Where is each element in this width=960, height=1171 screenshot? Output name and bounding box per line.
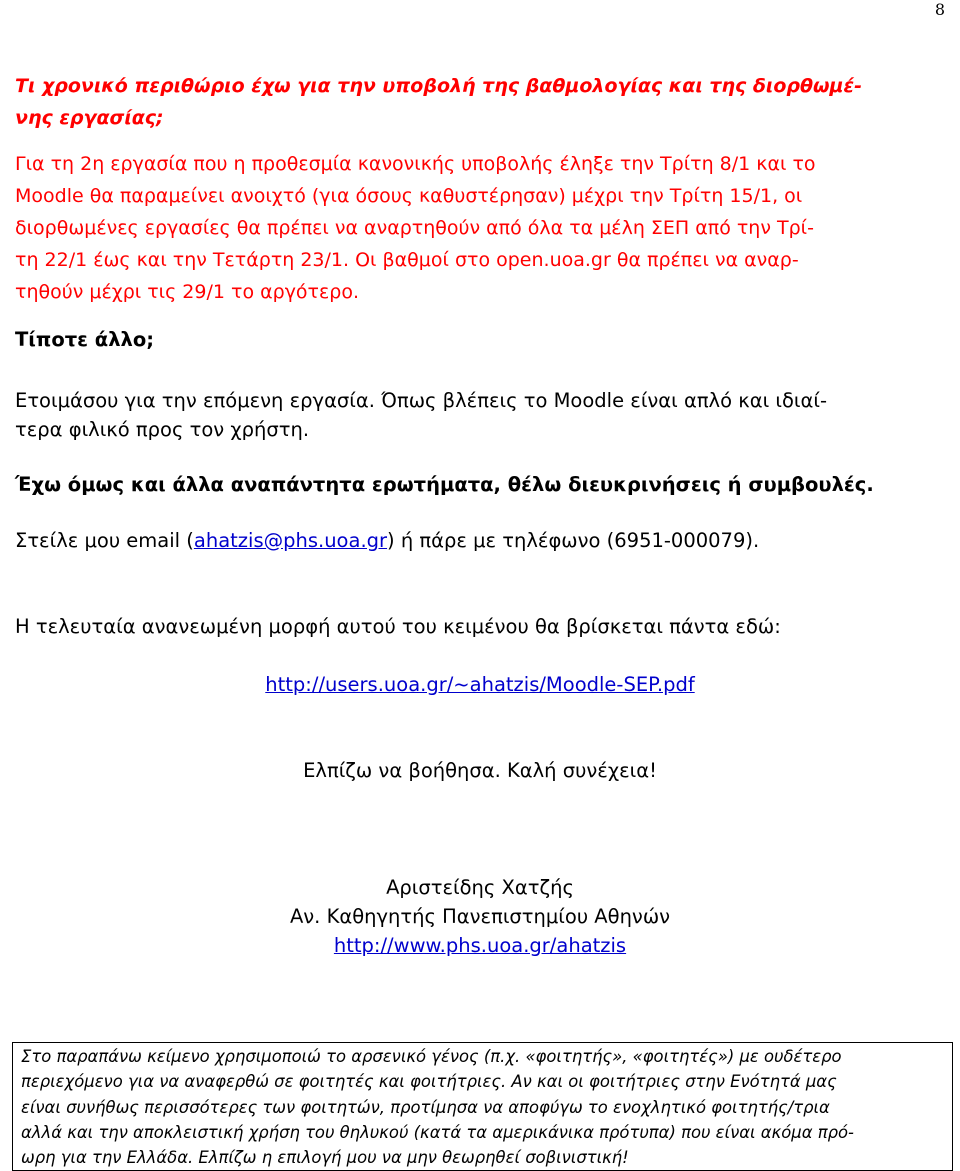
faq-answer-line: τη 22/1 έως και την Τετάρτη 23/1. Οι βαθμοί στο open.uoa.gr θα πρέπει να αναρ-	[15, 249, 799, 271]
prepare-line: Ετοιμάσου για την επόμενη εργασία. Όπως βλέπεις το Moodle είναι απλό και ιδιαί-	[15, 389, 827, 412]
email-link[interactable]: ahatzis@phs.uoa.gr	[193, 529, 388, 552]
gender-note-box	[12, 1042, 953, 1171]
signature-title: Αν. Καθηγητής Πανεπιστημίου Αθηνών	[289, 905, 671, 928]
faq-answer-line: τηθούν μέχρι τις 29/1 το αργότερο.	[15, 281, 359, 303]
faq-answer-line: Για τη 2η εργασία που η προθεσμία κανονικής υποβολής έληξε την Τρίτη 8/1 και το	[15, 153, 816, 175]
page-number: 8	[934, 0, 945, 19]
note-line: αλλά και την αποκλειστική χρήση του θηλυκού (κατά τα αμερικάνικα πρότυπα) που είναι ακόμα πρό-	[21, 1122, 854, 1142]
signature-block	[0, 873, 960, 960]
note-line: περιεχόμενο για να αναφερθώ σε φοιτητές και φοιτήτριες. Αν και οι φοιτήτριες στην Ενότητά μας	[21, 1072, 837, 1092]
latest-version-text: Η τελευταία ανανεωμένη μορφή αυτού του κειμένου θα βρίσκεται πάντα εδώ:	[15, 615, 781, 638]
faq-question-line: Τι χρονικό περιθώριο έχω για την υποβολή της βαθμολογίας και της διορθωμέ-	[15, 75, 863, 97]
pdf-url-link[interactable]: http://users.uoa.gr/~ahatzis/Moodle-SEP.pdf	[265, 673, 695, 696]
note-line: ωρη για την Ελλάδα. Ελπίζω η επιλογή μου να μην θεωρηθεί σοβινιστική!	[21, 1148, 629, 1168]
more-questions-heading: Έχω όμως και άλλα αναπάντητα ερωτήματα, θέλω διευκρινήσεις ή συμβουλές.	[15, 473, 874, 496]
note-line: Στο παραπάνω κείμενο χρησιμοποιώ το αρσενικό γένος (π.χ. «φοιτητής», «φοιτητές») με ουδέτερο	[21, 1047, 842, 1066]
faq-answer-line: διορθωμένες εργασίες θα πρέπει να αναρτηθούν από όλα τα μέλη ΣΕΠ από την Τρί-	[15, 217, 814, 239]
prepare-line: τερα φιλικό προς τον χρήστη.	[15, 418, 310, 441]
signature-name: Αριστείδης Χατζής	[386, 876, 574, 899]
closing-text: Ελπίζω να βοήθησα. Καλή συνέχεια!	[303, 759, 657, 782]
anything-else-heading: Τίποτε άλλο;	[15, 328, 155, 351]
faq-answer-paragraph	[15, 148, 950, 308]
signature-url-link[interactable]: http://www.phs.uoa.gr/ahatzis	[333, 934, 627, 957]
note-line: είναι συνήθως περισσότερες των φοιτητών, προτίμησα να αποφύγω το ενοχλητικό φοιτητής/τρια	[21, 1097, 830, 1117]
prepare-paragraph	[15, 386, 827, 444]
contact-suffix: ) ή πάρε με τηλέφωνο (6951-000079).	[387, 529, 760, 552]
faq-question-line: νης εργασίας;	[15, 107, 164, 129]
faq-question-heading	[15, 70, 950, 134]
contact-prefix: Στείλε μου email (	[15, 529, 194, 552]
contact-line	[15, 529, 759, 552]
faq-answer-line: Moodle θα παραμείνει ανοιχτό (για όσους καθυστέρησαν) μέχρι την Τρίτη 15/1, οι	[15, 185, 803, 207]
